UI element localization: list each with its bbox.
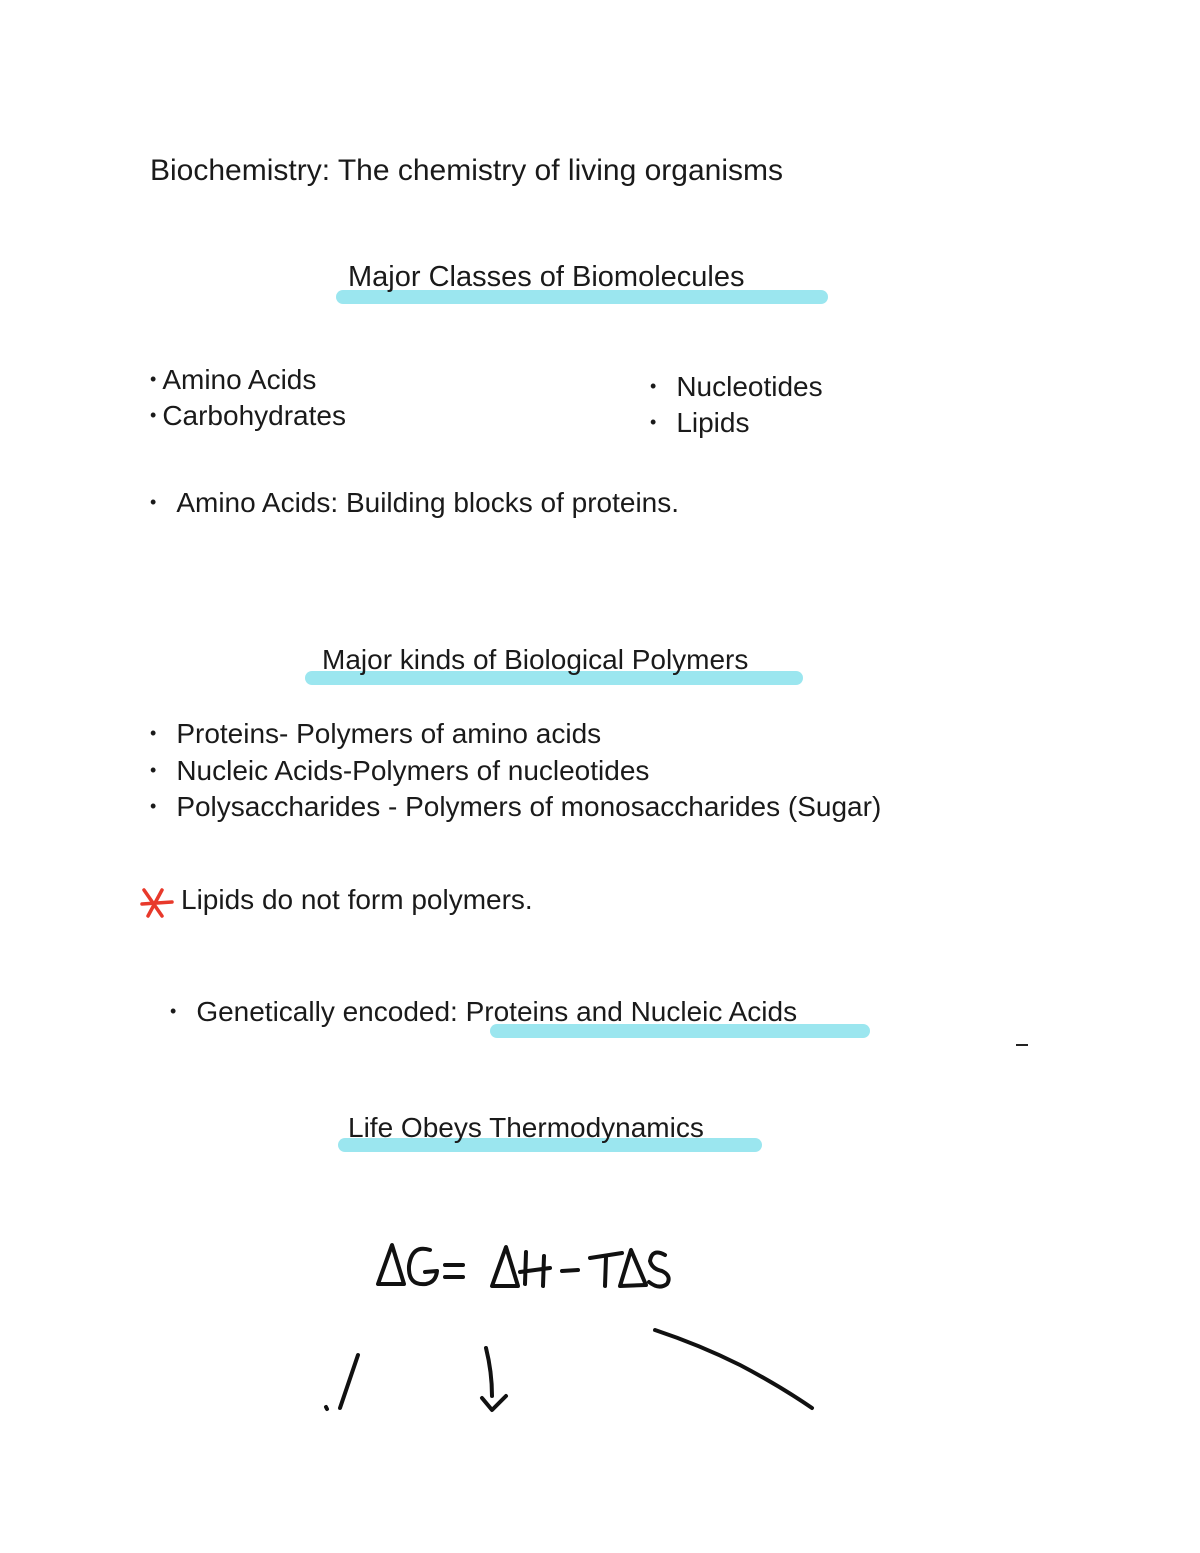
genetic-label: Genetically encoded: (196, 996, 466, 1027)
red-star-icon (140, 886, 174, 920)
bullet: • (170, 1001, 177, 1021)
note-text: Amino Acids: Building blocks of proteins. (176, 487, 680, 518)
bullet: • (150, 405, 157, 425)
heading-polymers: Major kinds of Biological Polymers (322, 644, 749, 675)
list-item-proteins (150, 720, 601, 748)
note-amino-acids (150, 489, 679, 517)
bullet: • (150, 369, 157, 389)
genetic-line (170, 998, 797, 1026)
list-item-label: Carbohydrates (162, 400, 346, 431)
list-item-label: Nucleotides (676, 371, 823, 402)
list-item-lipids (650, 409, 749, 437)
heading-biomolecules: Major Classes of Biomolecules (348, 261, 745, 293)
bullet: • (150, 492, 157, 512)
list-item-label: Proteins- Polymers of amino acids (176, 718, 602, 749)
list-item-nucleotides (650, 373, 823, 401)
list-item-polysaccharides (150, 793, 881, 821)
list-item-label: Amino Acids (162, 364, 317, 395)
list-item-nucleic-acids (150, 757, 649, 785)
list-item-carbohydrates (150, 402, 346, 430)
list-item-amino-acids (150, 366, 316, 394)
bullet: • (150, 760, 157, 780)
stray-dash (1016, 1044, 1028, 1046)
list-item-label: Polysaccharides - Polymers of monosaccharides (Sugar) (176, 791, 882, 822)
list-item-label: Lipids (676, 407, 750, 438)
page-title: Biochemistry: The chemistry of living organisms (150, 154, 783, 187)
heading-thermodynamics: Life Obeys Thermodynamics (348, 1112, 704, 1143)
genetic-value: Proteins and Nucleic Acids (465, 996, 798, 1027)
bullet: • (150, 723, 157, 743)
list-item-label: Nucleic Acids-Polymers of nucleotides (176, 755, 650, 786)
note-lipids: Lipids do not form polymers. (181, 884, 533, 915)
bullet: • (650, 376, 657, 396)
bullet: • (650, 412, 657, 432)
bullet: • (150, 796, 157, 816)
